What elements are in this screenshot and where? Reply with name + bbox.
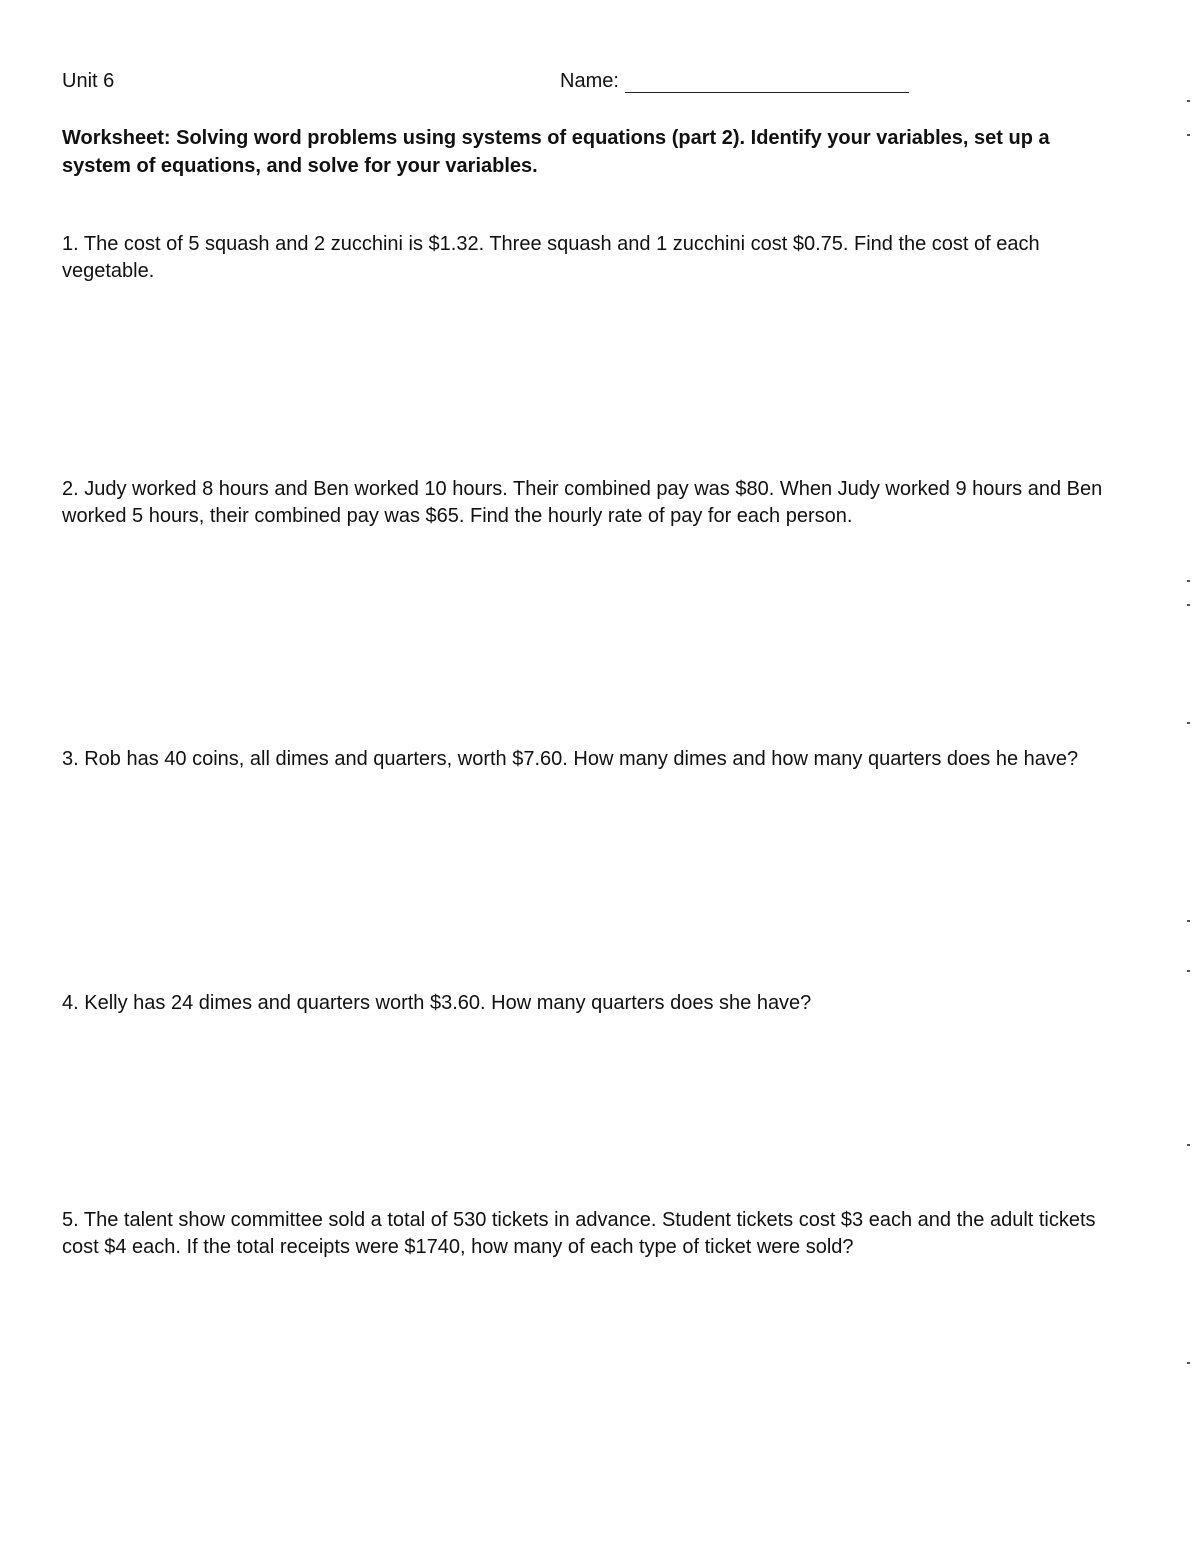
problem-4: 4. Kelly has 24 dimes and quarters worth $3.60. How many quarters does she have? [62,992,812,1014]
worksheet-instructions: Worksheet: Solving word problems using systems of equations (part 2). Identify your variables, set up a system of equations, and solve for your variables. [62,127,1050,177]
unit-label: Unit 6 [62,70,115,92]
problem-5: 5. The talent show committee sold a total of 530 tickets in advance. Student tickets cost $3 each and the adult tickets cost $4 each. If the total receipts were $1740, how many of each type of ticket were sold? [62,1209,1096,1258]
scan-edge-mark [1187,134,1190,136]
scan-edge-mark [1187,970,1190,972]
problem-3: 3. Rob has 40 coins, all dimes and quarters, worth $7.60. How many dimes and how many quarters does he have? [62,748,1079,770]
problem-2: 2. Judy worked 8 hours and Ben worked 10 hours. Their combined pay was $80. When Judy worked 9 hours and Ben worked 5 hours, their combined pay was $65. Find the hourly rate of pay for each person. [62,478,1103,527]
scan-edge-mark [1187,722,1190,724]
name-label: Name: [560,70,619,92]
scan-edge-mark [1187,920,1190,922]
scan-edge-mark [1187,100,1190,102]
name-field-block [560,70,909,93]
scan-edge-mark [1187,604,1190,606]
problem-1: 1. The cost of 5 squash and 2 zucchini is $1.32. Three squash and 1 zucchini cost $0.75. Find the cost of each vegetable. [62,233,1040,282]
scan-edge-mark [1187,1144,1190,1146]
scan-edge-mark [1187,1362,1190,1364]
scan-edge-mark [1187,580,1190,582]
name-blank-line[interactable] [625,72,909,93]
